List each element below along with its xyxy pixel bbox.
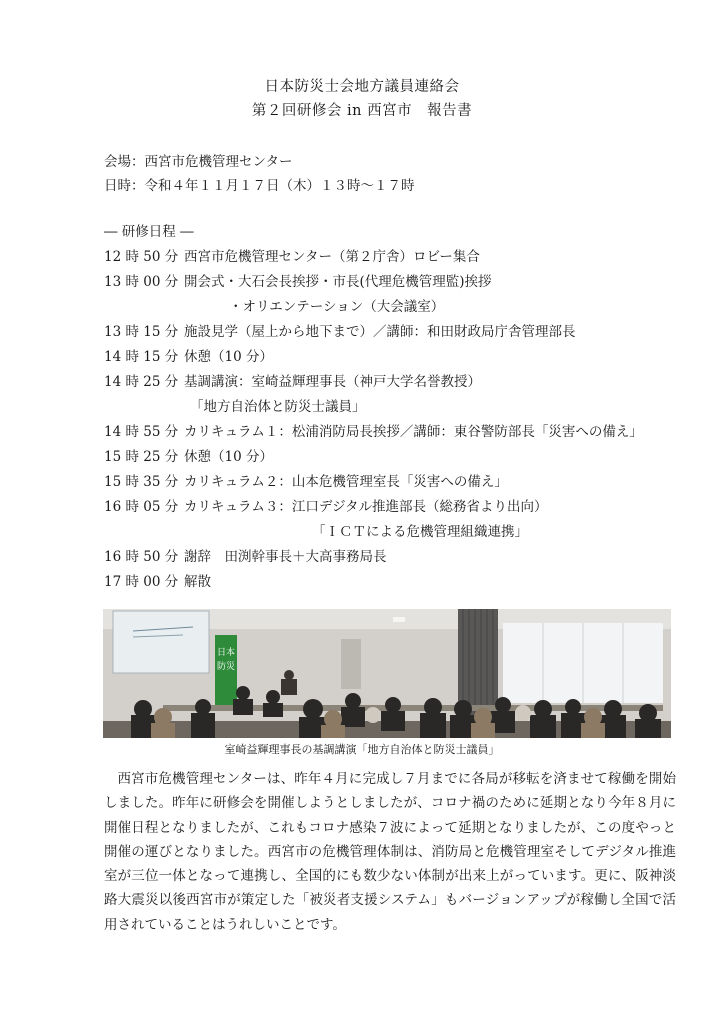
schedule-row xyxy=(104,270,492,290)
schedule-text: カリキュラム２：山本危機管理室長「災害への備え」 xyxy=(184,474,508,490)
banner-text-2: 防災 xyxy=(216,662,236,672)
schedule-row xyxy=(104,345,273,365)
lecture-photo xyxy=(103,609,671,738)
schedule-text: 謝辞 田渕幹事長＋大高事務局長 xyxy=(184,549,387,565)
schedule-time: 13 時 00 分 xyxy=(104,274,179,290)
schedule-row xyxy=(104,420,643,440)
schedule-text: 休憩（10 分） xyxy=(184,349,273,365)
schedule-time: 13 時 15 分 xyxy=(104,324,179,340)
schedule-row xyxy=(104,470,508,490)
schedule-text: カリキュラム１：松浦消防局長挨拶／講師：東谷警防部長「災害への備え」 xyxy=(184,424,643,440)
schedule-time: 14 時 55 分 xyxy=(104,424,179,440)
schedule-time: 12 時 50 分 xyxy=(104,249,179,265)
schedule-text: 休憩（10 分） xyxy=(184,449,273,465)
schedule-time: 16 時 05 分 xyxy=(104,499,179,515)
datetime-line: 日時：令和４年１１月１７日（木）１３時～１７時 xyxy=(104,178,415,194)
schedule-time: 17 時 00 分 xyxy=(104,574,179,590)
schedule-continuation-opening: ・オリエンテーション（大会議室） xyxy=(229,299,445,315)
schedule-continuation-keynote: 「地方自治体と防災士議員」 xyxy=(190,399,366,415)
schedule-row xyxy=(104,245,480,265)
report-title-line2: 第２回研修会 in 西宮市 報告書 xyxy=(251,103,473,119)
schedule-continuation-curriculum3: 「ＩＣＴによる危機管理組織連携」 xyxy=(312,524,528,540)
body-text xyxy=(104,767,676,937)
schedule-time: 14 時 25 分 xyxy=(104,374,179,390)
venue-line: 会場：西宮市危機管理センター xyxy=(104,154,293,170)
schedule-row xyxy=(104,445,273,465)
schedule-text: 基調講演：室崎益輝理事長（神戸大学名誉教授） xyxy=(184,374,481,390)
schedule-time: 15 時 35 分 xyxy=(104,474,179,490)
schedule-text: 施設見学（屋上から地下まで）／講師：和田財政局庁舎管理部長 xyxy=(184,324,576,340)
schedule-row xyxy=(104,320,576,340)
schedule-heading: ― 研修日程 ― xyxy=(104,224,194,240)
schedule-row xyxy=(104,545,387,565)
body-paragraph: 西宮市危機管理センターは、昨年４月に完成し７月までに各局が移転を済ませて稼働を開始しました。昨年に研修会を開催しようとしましたが、コロナ禍のために延期となり今年８月に開催日程となりましたが、これもコロナ感染７波によって延期となりましたが、この度やっと開催の運びとなりました。西宮市の危機管理体制は、消防局と危機管理室そしてデジタル推進室が三位一体となって連携し、全国的にも数少ない体制が出来上がっています。更に、阪神淡路大震災以後西宮市が策定した「被災者支援システム」もバージョンアップが稼働し全国で活用されていることはうれしいことです。 xyxy=(104,771,676,933)
schedule-row xyxy=(104,570,211,590)
schedule-text: 西宮市危機管理センター（第２庁舎）ロビー集合 xyxy=(184,249,480,265)
schedule-time: 16 時 50 分 xyxy=(104,549,179,565)
schedule-text: カリキュラム３：江口デジタル推進部長（総務省より出向） xyxy=(184,499,548,515)
schedule-row xyxy=(104,370,481,390)
schedule-text: 開会式・大石会長挨拶・市長(代理危機管理監)挨拶 xyxy=(184,274,492,290)
schedule-time: 14 時 15 分 xyxy=(104,349,179,365)
banner-text-1: 日本 xyxy=(216,648,236,658)
schedule-time: 15 時 25 分 xyxy=(104,449,179,465)
schedule-row xyxy=(104,495,548,515)
schedule-text: 解散 xyxy=(184,574,211,590)
photo-caption: 室崎益輝理事長の基調講演「地方自治体と防災士議員」 xyxy=(224,743,500,756)
report-title-line1: 日本防災士会地方議員連絡会 xyxy=(264,79,460,95)
